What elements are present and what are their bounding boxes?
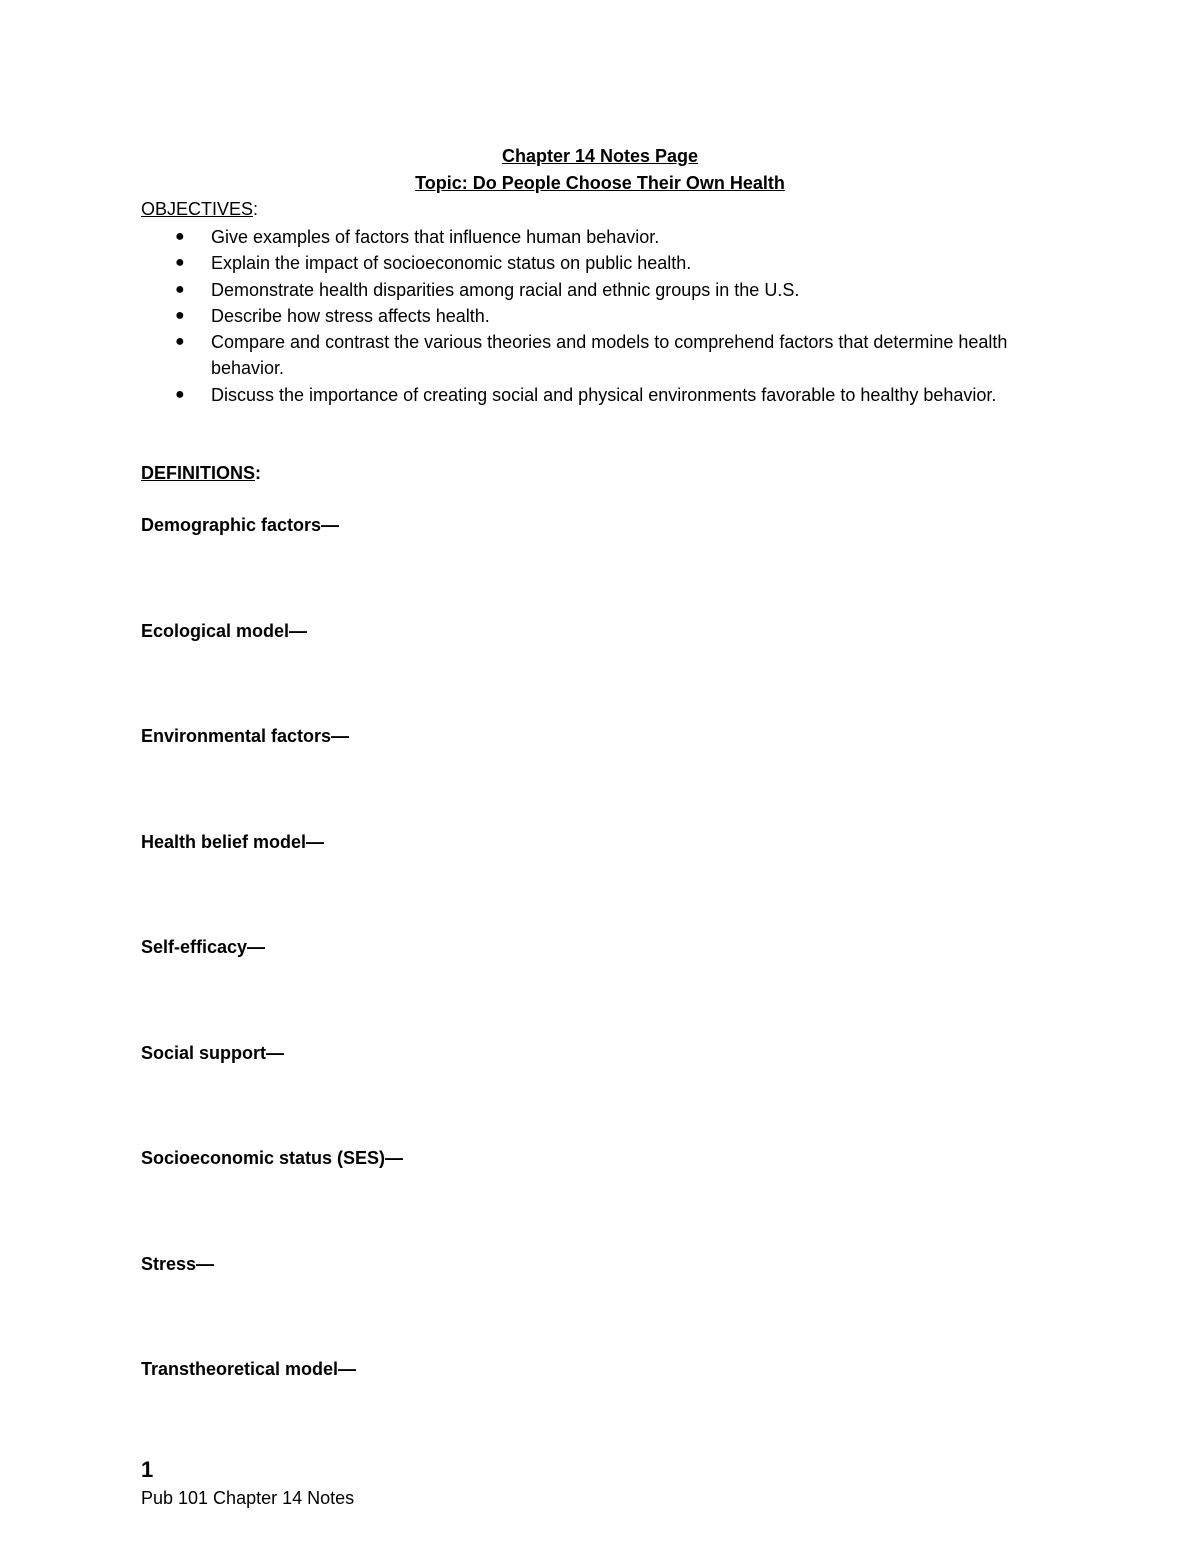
bullet-icon: ● [175,254,185,272]
bullet-icon: ● [175,228,185,245]
bullet-icon: ● [175,306,185,324]
page-title: Chapter 14 Notes Page [501,146,699,166]
definitions-heading [141,462,261,484]
objective-item: ● Describe how stress affects health. [141,303,1041,329]
definitions-label: DEFINITIONS [141,463,256,483]
objective-item: ● Discuss the importance of creating social and physical environments favorable to healthy behavior. [141,382,1041,408]
term-health-belief-model: Health belief model— [141,832,325,852]
bullet-icon: ● [175,333,185,351]
term-socioeconomic-status: Socioeconomic status (SES)— [141,1148,404,1168]
page-number: 1 [141,1457,154,1482]
term-transtheoretical-model: Transtheoretical model— [141,1359,357,1379]
term-self-efficacy: Self-efficacy— [141,937,266,957]
term-stress: Stress— [141,1254,215,1274]
objective-item: ● Compare and contrast the various theories and models to comprehend factors that determine health behavior. [141,329,1041,382]
objective-item: ● Demonstrate health disparities among racial and ethnic groups in the U.S. [141,277,1041,303]
bullet-icon: ● [175,385,185,403]
bullet-icon: ● [175,280,185,298]
objective-item: ● Explain the impact of socioeconomic status on public health. [141,250,1041,276]
objectives-colon: : [253,199,259,219]
objective-item: ● Give examples of factors that influence human behavior. [141,224,1041,250]
definitions-colon: : [255,463,262,483]
term-demographic-factors: Demographic factors— [141,515,340,535]
objectives-label: OBJECTIVES [141,199,254,219]
objectives-heading [141,198,258,220]
term-social-support: Social support— [141,1043,285,1063]
page-topic: Topic: Do People Choose Their Own Health [415,173,785,193]
term-ecological-model: Ecological model— [141,621,308,641]
term-environmental-factors: Environmental factors— [141,726,350,746]
footer-text: Pub 101 Chapter 14 Notes [141,1488,355,1508]
objectives-list [141,224,1041,408]
